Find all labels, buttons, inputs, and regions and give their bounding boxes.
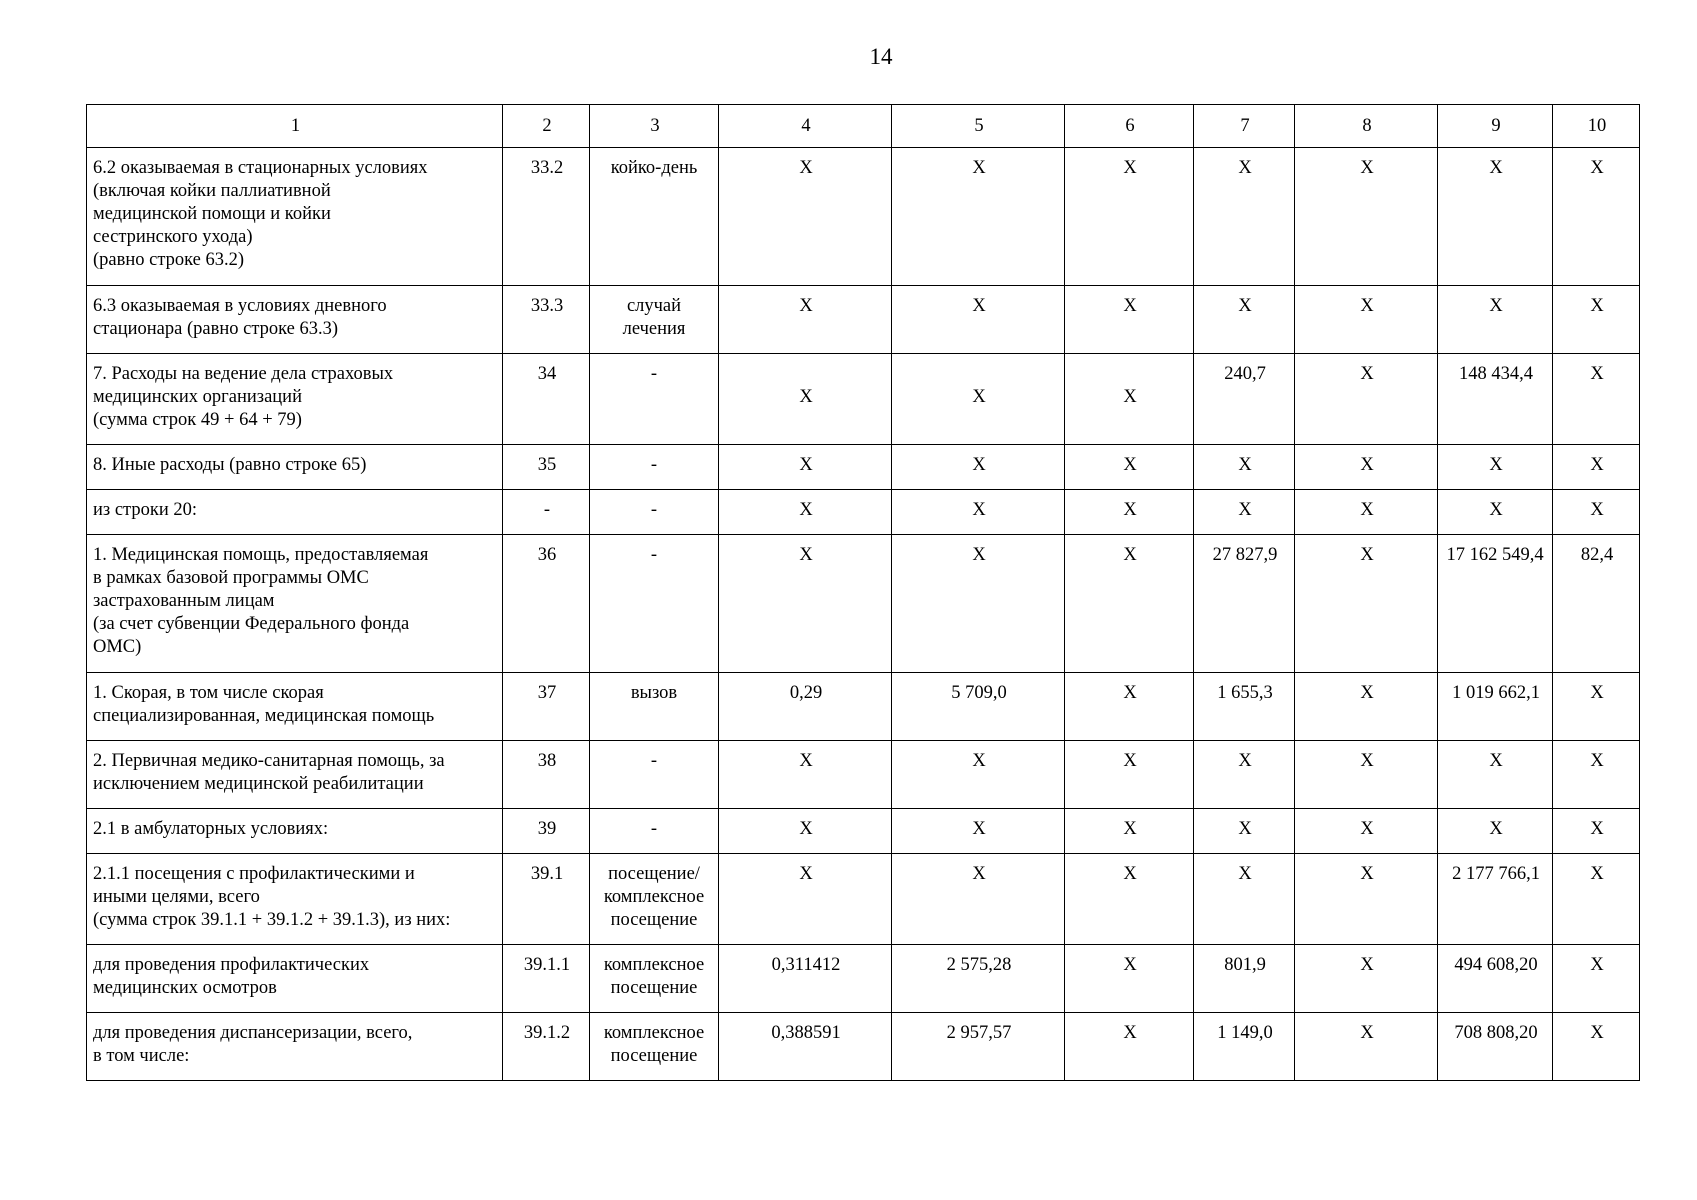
row-value: 17 162 549,4 (1438, 535, 1553, 673)
row-value: X (892, 741, 1065, 809)
row-value: X (719, 535, 892, 673)
row-code: 39.1.1 (503, 945, 590, 1013)
row-value: X (719, 148, 892, 286)
row-value: X (1065, 148, 1194, 286)
row-value: 708 808,20 (1438, 1013, 1553, 1081)
header-cell: 5 (892, 105, 1065, 148)
row-unit: - (590, 741, 719, 809)
row-value: X (1194, 286, 1295, 354)
row-name: 1. Медицинская помощь, предоставляемая в рамках базовой программы ОМС застрахованным лицам (за счет субвенции Федерального фонда ОМС) (87, 535, 503, 673)
row-value: X (1295, 445, 1438, 490)
row-value: X (719, 809, 892, 854)
row-value: X (1065, 286, 1194, 354)
row-value: X (1295, 809, 1438, 854)
row-value: X (1438, 148, 1553, 286)
row-value: X (1553, 354, 1640, 445)
data-table (86, 104, 1640, 1081)
row-value: X (892, 535, 1065, 673)
row-value: X (1295, 354, 1438, 445)
header-cell: 7 (1194, 105, 1295, 148)
row-value: X (1438, 445, 1553, 490)
row-value: X (1553, 673, 1640, 741)
row-value: 82,4 (1553, 535, 1640, 673)
row-value: X (1295, 1013, 1438, 1081)
table-row (87, 809, 1640, 854)
row-value: X (892, 854, 1065, 945)
row-value: X (1065, 673, 1194, 741)
row-value: X (1065, 354, 1194, 445)
row-name: 7. Расходы на ведение дела страховых медицинских организаций (сумма строк 49 + 64 + 79) (87, 354, 503, 445)
table-row (87, 854, 1640, 945)
row-unit: комплексное посещение (590, 1013, 719, 1081)
row-value: X (1295, 148, 1438, 286)
row-name: 6.2 оказываемая в стационарных условиях (включая койки паллиативной медицинской помощи и койки сестринского ухода) (равно строке 63.2) (87, 148, 503, 286)
row-value: X (1065, 535, 1194, 673)
row-code: - (503, 490, 590, 535)
row-value: X (719, 741, 892, 809)
row-value: 2 575,28 (892, 945, 1065, 1013)
header-cell: 3 (590, 105, 719, 148)
header-cell: 2 (503, 105, 590, 148)
table-header-row (87, 105, 1640, 148)
row-value: 801,9 (1194, 945, 1295, 1013)
table-row (87, 535, 1640, 673)
row-value: X (892, 445, 1065, 490)
row-value: 2 957,57 (892, 1013, 1065, 1081)
row-name: 2.1.1 посещения с профилактическими и иными целями, всего (сумма строк 39.1.1 + 39.1.2 + 39.1.3), из них: (87, 854, 503, 945)
row-value: 5 709,0 (892, 673, 1065, 741)
row-code: 36 (503, 535, 590, 673)
row-value: X (1553, 148, 1640, 286)
row-value: X (1065, 1013, 1194, 1081)
row-value: 0,29 (719, 673, 892, 741)
table-row (87, 490, 1640, 535)
header-cell: 9 (1438, 105, 1553, 148)
row-value: X (1438, 741, 1553, 809)
row-value: X (892, 354, 1065, 445)
row-value: X (719, 354, 892, 445)
row-value: X (1553, 809, 1640, 854)
row-code: 35 (503, 445, 590, 490)
row-code: 33.3 (503, 286, 590, 354)
row-value: 148 434,4 (1438, 354, 1553, 445)
row-value: X (1438, 490, 1553, 535)
row-name: для проведения диспансеризации, всего, в том числе: (87, 1013, 503, 1081)
row-code: 39.1 (503, 854, 590, 945)
table-row (87, 741, 1640, 809)
row-value: X (1065, 741, 1194, 809)
header-cell: 10 (1553, 105, 1640, 148)
row-value: X (1194, 741, 1295, 809)
row-value: 0,388591 (719, 1013, 892, 1081)
row-value: X (1065, 445, 1194, 490)
row-value: X (1553, 286, 1640, 354)
row-value: X (719, 490, 892, 535)
row-value: X (1553, 854, 1640, 945)
header-cell: 4 (719, 105, 892, 148)
row-value: X (1295, 490, 1438, 535)
row-name: 2. Первичная медико-санитарная помощь, за исключением медицинской реабилитации (87, 741, 503, 809)
row-value: X (1065, 945, 1194, 1013)
row-value: 27 827,9 (1194, 535, 1295, 673)
row-unit: - (590, 445, 719, 490)
row-value: X (1295, 945, 1438, 1013)
row-value: X (892, 490, 1065, 535)
row-value: 0,311412 (719, 945, 892, 1013)
row-value: X (1553, 1013, 1640, 1081)
row-value: X (1194, 809, 1295, 854)
row-value: X (1194, 148, 1295, 286)
row-value: X (1065, 854, 1194, 945)
row-name: 6.3 оказываемая в условиях дневного стационара (равно строке 63.3) (87, 286, 503, 354)
row-value: X (1553, 490, 1640, 535)
header-cell: 8 (1295, 105, 1438, 148)
row-code: 33.2 (503, 148, 590, 286)
row-value: X (719, 854, 892, 945)
row-code: 37 (503, 673, 590, 741)
row-name: 8. Иные расходы (равно строке 65) (87, 445, 503, 490)
row-value: 2 177 766,1 (1438, 854, 1553, 945)
table-row (87, 445, 1640, 490)
row-value: X (1194, 490, 1295, 535)
row-value: X (719, 445, 892, 490)
row-unit: - (590, 490, 719, 535)
row-value: X (1553, 445, 1640, 490)
row-value: X (1295, 535, 1438, 673)
row-value: X (1553, 945, 1640, 1013)
row-value: 494 608,20 (1438, 945, 1553, 1013)
header-cell: 1 (87, 105, 503, 148)
row-value: 1 149,0 (1194, 1013, 1295, 1081)
table-row (87, 945, 1640, 1013)
row-code: 34 (503, 354, 590, 445)
row-value: 1 019 662,1 (1438, 673, 1553, 741)
row-value: 240,7 (1194, 354, 1295, 445)
row-name: из строки 20: (87, 490, 503, 535)
header-cell: 6 (1065, 105, 1194, 148)
table-row (87, 148, 1640, 286)
row-code: 39.1.2 (503, 1013, 590, 1081)
row-code: 39 (503, 809, 590, 854)
row-value: X (719, 286, 892, 354)
row-value: X (1065, 809, 1194, 854)
row-value: 1 655,3 (1194, 673, 1295, 741)
row-code: 38 (503, 741, 590, 809)
row-value: X (1438, 286, 1553, 354)
row-name: для проведения профилактических медицинских осмотров (87, 945, 503, 1013)
row-unit: - (590, 354, 719, 445)
page-number: 14 (869, 44, 893, 69)
row-name: 2.1 в амбулаторных условиях: (87, 809, 503, 854)
row-unit: вызов (590, 673, 719, 741)
row-value: X (1295, 673, 1438, 741)
row-value: X (892, 148, 1065, 286)
row-unit: койко-день (590, 148, 719, 286)
row-value: X (1065, 490, 1194, 535)
row-value: X (1295, 286, 1438, 354)
row-unit: случай лечения (590, 286, 719, 354)
row-unit: - (590, 809, 719, 854)
row-value: X (892, 286, 1065, 354)
row-value: X (1194, 854, 1295, 945)
table-row (87, 354, 1640, 445)
row-value: X (1295, 854, 1438, 945)
row-name: 1. Скорая, в том числе скорая специализированная, медицинская помощь (87, 673, 503, 741)
table-row (87, 673, 1640, 741)
row-value: X (1295, 741, 1438, 809)
row-value: X (1553, 741, 1640, 809)
table-row (87, 1013, 1640, 1081)
row-unit: комплексное посещение (590, 945, 719, 1013)
row-unit: посещение/ комплексное посещение (590, 854, 719, 945)
row-value: X (1438, 809, 1553, 854)
row-unit: - (590, 535, 719, 673)
table-row (87, 286, 1640, 354)
row-value: X (1194, 445, 1295, 490)
row-value: X (892, 809, 1065, 854)
